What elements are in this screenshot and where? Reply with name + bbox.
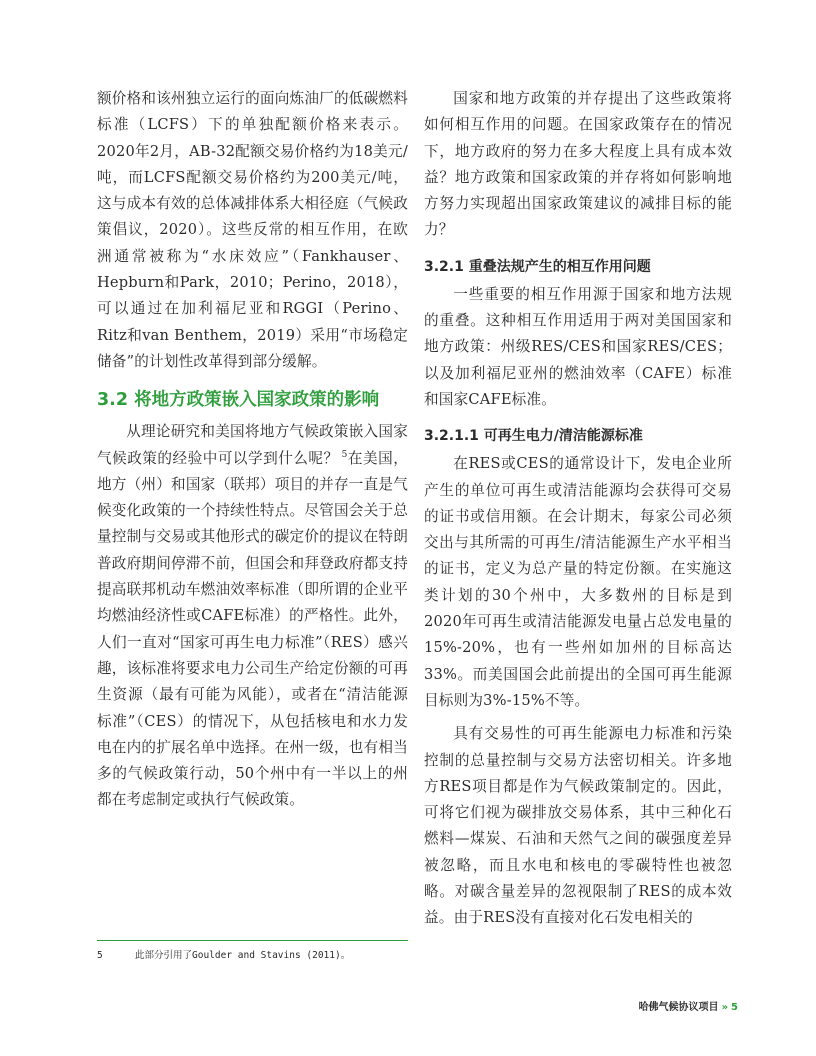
right-column [424, 86, 732, 932]
footnote-reference[interactable]: 5 [341, 449, 348, 460]
right-paragraph-res-tradable: 具有交易性的可再生能源电力标准和污染控制的总量控制与交易方法密切相关。许多地方RES项目都是作为气候政策制定的。因此，可将它们视为碳排放交易体系，其中三种化石燃料—煤炭、石油和天然气之间的碳强度差异被忽略，而且水电和核电的零碳特性也被忽略。对碳含量差异的忽视限制了RES的成本效益。由于RES没有直接对化石发电相关的 [424, 725, 732, 927]
footnote-text: 此部分引用了Goulder and Stavins (2011)。 [135, 950, 351, 961]
page-footer [639, 998, 738, 1013]
lessons-text-part2: 在美国，地方（州）和国家（联邦）项目的并存一直是气候变化政策的一个持续性特点。尽管国会关于总量控制与交易或其他形式的碳定价的提议在特朗普政府期间停滞不前，但国会和拜登政府都支持提高联邦机动车燃油效率标准（即所谓的企业平均燃油经济性或CAFE标准）的严格性。此外，人们一直对“国家可再生电力标准”（RES）感兴趣，该标准将要求电力公司生产给定份额的可再生资源（最有可能为风能），或者在“清洁能源标准”（CES）的情况下，从包括核电和水力发电在内的扩展名单中选择。在州一级，也有相当多的气候政策行动，50个州中有一半以上的州都在考虑制定或执行气候政策。 [97, 449, 408, 809]
right-paragraph-overlap: 一些重要的相互作用源于国家和地方法规的重叠。这种相互作用适用于两对美国国家和地方政策：州级RES/CES和国家RES/CES；以及加利福尼亚州的燃油效率（CAFE）标准和国家CAFE标准。 [424, 285, 732, 408]
left-paragraph-lessons [97, 419, 408, 813]
footer-publisher: 哈佛气候协议项目 [638, 1002, 719, 1013]
section-heading-3-2-1-1: 3.2.1.1 可再生电力/清洁能源标准 [424, 428, 643, 445]
section-heading-3-2: 3.2 将地方政策嵌入国家政策的影响 [97, 390, 380, 411]
page-number: 5 [731, 1002, 738, 1013]
section-heading-3-2-1: 3.2.1 重叠法规产生的相互作用问题 [424, 258, 651, 275]
footer-separator: » [721, 1002, 729, 1013]
lessons-text-part1: 从理论研究和美国将地方气候政策嵌入国家气候政策的经验中可以学到什么呢？ [97, 423, 408, 467]
left-paragraph-continued: 额价格和该州独立运行的面向炼油厂的低碳燃料标准（LCFS）下的单独配额价格来表示。2020年2月，AB-32配额交易价格约为18美元/吨，而LCFS配额交易价格约为200美元/吨，这与成本有效的总体减排体系大相径庭（气候政策倡议，2020）。这些反常的相互作用，在欧洲通常被称为“水床效应”（Fankhauser、Hepburn和Park，2010；Perino，2018），可以通过在加利福尼亚和RGGI（Perino、Ritz和van Benthem，2019）采用“市场稳定储备”的计划性改革得到部分缓解。 [97, 90, 408, 370]
footnote-divider [97, 940, 408, 941]
footnote-number: 5 [97, 950, 103, 961]
right-paragraph-intro: 国家和地方政策的并存提出了这些政策将如何相互作用的问题。在国家政策存在的情况下，地方政府的努力在多大程度上具有成本效益？地方政策和国家政策的并存将如何影响地方努力实现超出国家政策建议的减排目标的能力？ [424, 90, 732, 239]
footnote [97, 948, 408, 964]
left-column [97, 86, 408, 814]
right-paragraph-res-design: 在RES或CES的通常设计下，发电企业所产生的单位可再生或清洁能源均会获得可交易的证书或信用额。在会计期末，每家公司必须交出与其所需的可再生/清洁能源生产水平相当的证书，定义为总产量的特定份额。在实施这类计划的30个州中，大多数州的目标是到2020年可再生或清洁能源发电量占总发电量的15%-20%，也有一些州如加州的目标高达33%。而美国国会此前提出的全国可再生能源目标则为3%-15%不等。 [424, 455, 732, 709]
